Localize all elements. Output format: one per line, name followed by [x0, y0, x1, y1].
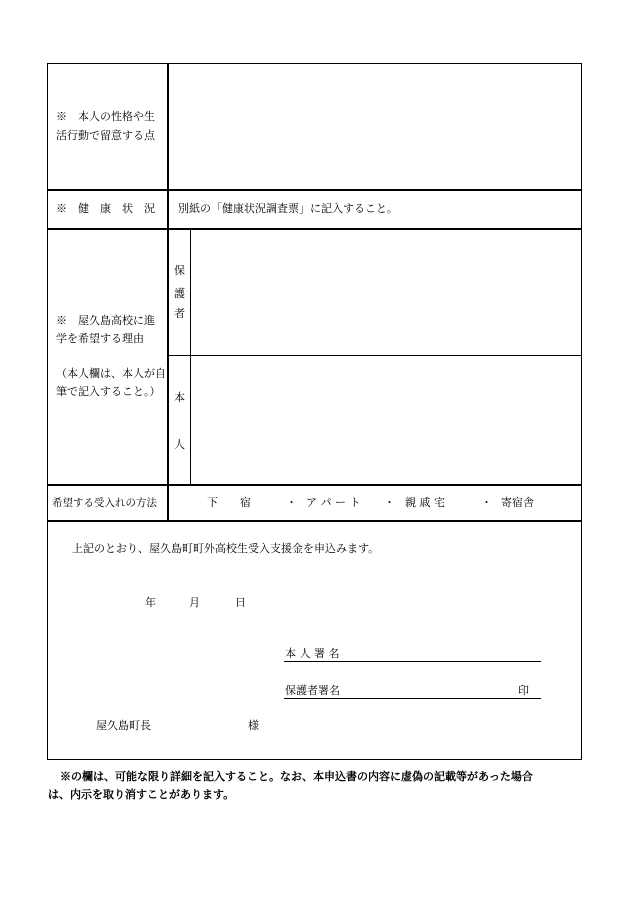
- column-divider: [190, 228, 191, 485]
- seal-mark: 印: [518, 684, 529, 697]
- method-option-relatives[interactable]: 親 戚 宅: [405, 496, 445, 509]
- guardian-reason-field[interactable]: [192, 230, 581, 354]
- footnote-line2: は、内示を取り消すことがあります。: [48, 788, 235, 801]
- applicant-sign-label: 本 人 署 名: [285, 647, 340, 660]
- method-separator: ・: [286, 496, 297, 509]
- date-month-label: 月: [189, 596, 200, 609]
- row-divider: [47, 189, 582, 191]
- method-separator: ・: [384, 496, 395, 509]
- personality-label-line2: 活行動で留意する点: [56, 129, 155, 142]
- health-content: 別紙の「健康状況調査票」に記入すること。: [178, 202, 398, 215]
- self-reason-field[interactable]: [192, 357, 581, 483]
- application-statement: 上記のとおり、屋久島町町外高校生受入支援金を申込みます。: [72, 542, 380, 555]
- honorific: 様: [248, 719, 259, 732]
- method-option-dormitory[interactable]: 寄宿舎: [501, 496, 534, 509]
- guardian-char: 護: [174, 287, 185, 300]
- footnote-line1: ※の欄は、可能な限り詳細を記入すること。なお、本申込書の内容に虚偽の記載等があった場合: [60, 770, 533, 783]
- guardian-char: 者: [174, 307, 185, 320]
- reason-note-line2: 筆で記入すること。）: [56, 385, 161, 398]
- self-char: 人: [174, 438, 185, 451]
- row-divider: [47, 520, 582, 522]
- method-separator: ・: [481, 496, 492, 509]
- guardian-char: 保: [174, 264, 185, 277]
- method-option-apartment[interactable]: ア パ ー ト: [306, 496, 361, 509]
- personality-field[interactable]: [169, 64, 581, 188]
- guardian-sign-line[interactable]: [284, 698, 541, 699]
- method-option-geshuku[interactable]: 下 宿: [207, 496, 251, 509]
- row-divider: [47, 484, 582, 486]
- row-divider: [168, 355, 582, 356]
- self-char: 本: [174, 391, 185, 404]
- personality-label-line1: ※ 本人の性格や生: [56, 110, 155, 123]
- method-label: 希望する受入れの方法: [52, 497, 157, 509]
- reason-label-line1: ※ 屋久島高校に進: [56, 314, 155, 327]
- guardian-sign-label: 保護者署名: [285, 684, 340, 697]
- reason-label-line2: 学を希望する理由: [56, 332, 144, 345]
- addressee: 屋久島町長: [96, 719, 151, 732]
- reason-note-line1: （本人欄は、本人が自: [56, 367, 166, 380]
- health-label: ※ 健 康 状 況: [56, 202, 155, 215]
- date-year-label: 年: [145, 596, 156, 609]
- applicant-sign-line[interactable]: [284, 661, 541, 662]
- date-day-label: 日: [235, 596, 246, 609]
